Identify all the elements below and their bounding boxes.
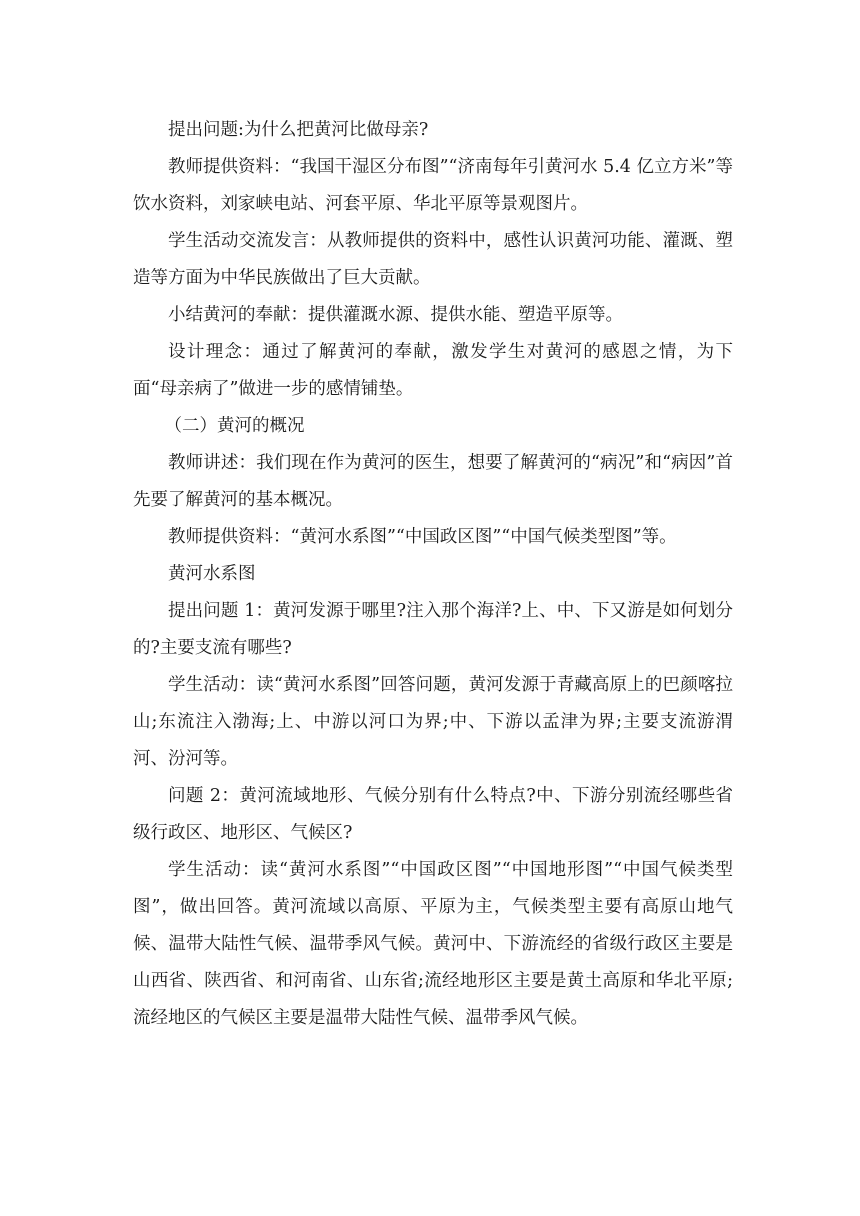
paragraph-question-mother: 提出问题:为什么把黄河比做母亲? (168, 120, 429, 140)
section-heading-overview: （二）黄河的概况 (164, 416, 305, 436)
paragraph-summary-contribution: 小结黄河的奉献：提供灌溉水源、提供水能、塑造平原等。 (168, 305, 623, 325)
paragraph-student-activity-2: 学生活动：读“黄河水系图”“中国政区图”“中国地形图”“中国气候类型图”，做出回答。黄河流域以高原、平原为主，气候类型主要有高原山地气候、温带大陆性气候、温带季风气候。黄河中、下游流经的省级行政区主要是山西省、陕西省、和河南省、山东省;流经地形区主要是黄土高原和华北平原;流经地区的气候区主要是温带大陆性气候、温带季风气候。 (133, 860, 733, 1028)
document-body (133, 112, 733, 1037)
paragraph-teacher-narration: 教师讲述：我们现在作为黄河的医生，想要了解黄河的“病况”和“病因”首先要了解黄河的基本概况。 (133, 453, 733, 510)
paragraph-question-2: 问题 2：黄河流域地形、气候分别有什么特点?中、下游分别流经哪些省级行政区、地形区、气候区? (133, 786, 733, 843)
paragraph-question-1: 提出问题 1：黄河发源于哪里?注入那个海洋?上、中、下又游是如何划分的?主要支流有哪些? (133, 601, 733, 658)
paragraph-teacher-maps: 教师提供资料：“黄河水系图”“中国政区图”“中国气候类型图”等。 (168, 527, 677, 547)
paragraph-teacher-materials: 教师提供资料：“我国干湿区分布图”“济南每年引黄河水 5.4 亿立方米”等饮水资料，刘家峡电站、河套平原、华北平原等景观图片。 (133, 157, 733, 214)
paragraph-student-discussion: 学生活动交流发言：从教师提供的资料中，感性认识黄河功能、灌溉、塑造等方面为中华民族做出了巨大贡献。 (133, 231, 733, 288)
paragraph-design-concept: 设计理念：通过了解黄河的奉献，激发学生对黄河的感恩之情，为下面“母亲病了”做进一步的感情铺垫。 (133, 342, 733, 399)
paragraph-student-activity-1: 学生活动：读“黄河水系图”回答问题，黄河发源于青藏高原上的巴颜喀拉山;东流注入渤海;上、中游以河口为界;中、下游以孟津为界;主要支流游渭河、汾河等。 (133, 675, 733, 769)
paragraph-river-system-heading: 黄河水系图 (168, 564, 256, 584)
